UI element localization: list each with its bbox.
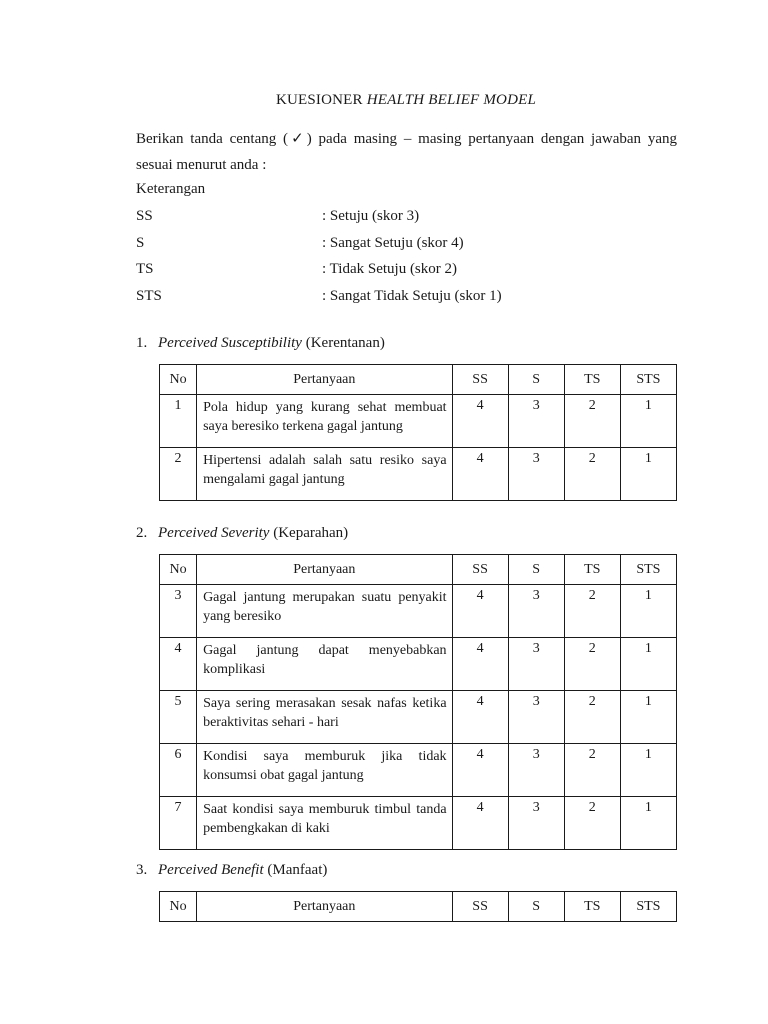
legend-row (136, 208, 677, 228)
header-ts: TS (564, 365, 620, 395)
header-pertanyaan: Pertanyaan (197, 892, 452, 922)
row-ss[interactable]: 4 (452, 448, 508, 501)
table-row (160, 691, 677, 744)
legend-row (136, 288, 677, 308)
section-heading (136, 335, 385, 352)
section-heading (136, 525, 348, 542)
header-ss: SS (452, 365, 508, 395)
legend-abbr: SS (136, 208, 153, 224)
row-sts[interactable]: 1 (620, 395, 676, 448)
legend-abbr: S (136, 235, 145, 251)
table-row (160, 744, 677, 797)
row-question: Saat kondisi saya memburuk timbul tanda pembengkakan di kaki (197, 797, 452, 850)
section-title-plain: (Kerentanan) (301, 335, 385, 351)
row-ts[interactable]: 2 (564, 585, 620, 638)
header-s: S (508, 555, 564, 585)
header-no: No (160, 555, 197, 585)
legend-abbr: STS (136, 288, 162, 304)
row-s[interactable]: 3 (508, 395, 564, 448)
row-ss[interactable]: 4 (452, 744, 508, 797)
section-number: 1. (136, 335, 148, 351)
row-s[interactable]: 3 (508, 638, 564, 691)
row-sts[interactable]: 1 (620, 638, 676, 691)
question-table (159, 364, 677, 501)
table-header-row (160, 892, 677, 922)
row-question: Pola hidup yang kurang sehat membuat saya beresiko terkena gagal jantung (197, 395, 452, 448)
legend-row (136, 261, 677, 281)
question-table (159, 891, 677, 922)
table-header-row (160, 555, 677, 585)
row-s[interactable]: 3 (508, 744, 564, 797)
row-question: Saya sering merasakan sesak nafas ketika beraktivitas sehari - hari (197, 691, 452, 744)
row-s[interactable]: 3 (508, 585, 564, 638)
title-plain: KUESIONER (275, 92, 367, 108)
header-sts: STS (620, 892, 676, 922)
legend-desc: : Setuju (skor 3) (322, 208, 420, 224)
row-sts[interactable]: 1 (620, 585, 676, 638)
row-sts[interactable]: 1 (620, 691, 676, 744)
row-question: Gagal jantung merupakan suatu penyakit yang beresiko (197, 585, 452, 638)
section-number: 2. (136, 525, 148, 541)
legend-desc: : Sangat Setuju (skor 4) (322, 235, 464, 251)
legend-abbr: TS (136, 261, 154, 277)
header-ss: SS (452, 892, 508, 922)
section-title-plain: (Keparahan) (269, 525, 349, 541)
row-ss[interactable]: 4 (452, 691, 508, 744)
row-no: 1 (160, 395, 197, 448)
header-pertanyaan: Pertanyaan (197, 555, 452, 585)
row-ts[interactable]: 2 (564, 744, 620, 797)
header-ts: TS (564, 555, 620, 585)
keterangan-label: Keterangan (136, 181, 206, 197)
row-s[interactable]: 3 (508, 448, 564, 501)
table-row (160, 395, 677, 448)
row-question: Kondisi saya memburuk jika tidak konsumsi obat gagal jantung (197, 744, 452, 797)
table-row (160, 638, 677, 691)
row-ts[interactable]: 2 (564, 448, 620, 501)
row-ts[interactable]: 2 (564, 797, 620, 850)
header-no: No (160, 365, 197, 395)
row-no: 6 (160, 744, 197, 797)
header-s: S (508, 892, 564, 922)
header-sts: STS (620, 555, 676, 585)
section-title-italic: Perceived Benefit (158, 862, 264, 878)
header-no: No (160, 892, 197, 922)
intro-instruction: Berikan tanda centang (✓) pada masing – masing pertanyaan dengan jawaban yang sesuai menurut anda : (136, 131, 677, 173)
section-title-plain: (Manfaat) (263, 862, 328, 878)
header-pertanyaan: Pertanyaan (197, 365, 452, 395)
section-number: 3. (136, 862, 148, 878)
row-ts[interactable]: 2 (564, 638, 620, 691)
row-ss[interactable]: 4 (452, 797, 508, 850)
legend-row (136, 235, 677, 255)
row-ts[interactable]: 2 (564, 395, 620, 448)
row-question: Gagal jantung dapat menyebabkan komplikasi (197, 638, 452, 691)
section-title-italic: Perceived Susceptibility (158, 335, 302, 351)
header-s: S (508, 365, 564, 395)
row-ts[interactable]: 2 (564, 691, 620, 744)
row-no: 4 (160, 638, 197, 691)
legend-desc: : Tidak Setuju (skor 2) (322, 261, 458, 277)
row-no: 5 (160, 691, 197, 744)
table-row (160, 448, 677, 501)
page-title (0, 92, 768, 109)
table-row (160, 797, 677, 850)
row-no: 7 (160, 797, 197, 850)
row-sts[interactable]: 1 (620, 744, 676, 797)
table-header-row (160, 365, 677, 395)
row-no: 3 (160, 585, 197, 638)
row-no: 2 (160, 448, 197, 501)
header-ss: SS (452, 555, 508, 585)
row-s[interactable]: 3 (508, 797, 564, 850)
section-title-italic: Perceived Severity (158, 525, 270, 541)
row-ss[interactable]: 4 (452, 585, 508, 638)
row-sts[interactable]: 1 (620, 797, 676, 850)
row-ss[interactable]: 4 (452, 638, 508, 691)
row-question: Hipertensi adalah salah satu resiko saya mengalami gagal jantung (197, 448, 452, 501)
row-ss[interactable]: 4 (452, 395, 508, 448)
header-sts: STS (620, 365, 676, 395)
table-row (160, 585, 677, 638)
row-sts[interactable]: 1 (620, 448, 676, 501)
header-ts: TS (564, 892, 620, 922)
section-heading (136, 862, 327, 879)
legend-desc: : Sangat Tidak Setuju (skor 1) (322, 288, 502, 304)
row-s[interactable]: 3 (508, 691, 564, 744)
question-table (159, 554, 677, 850)
title-italic: HEALTH BELIEF MODEL (366, 92, 537, 108)
